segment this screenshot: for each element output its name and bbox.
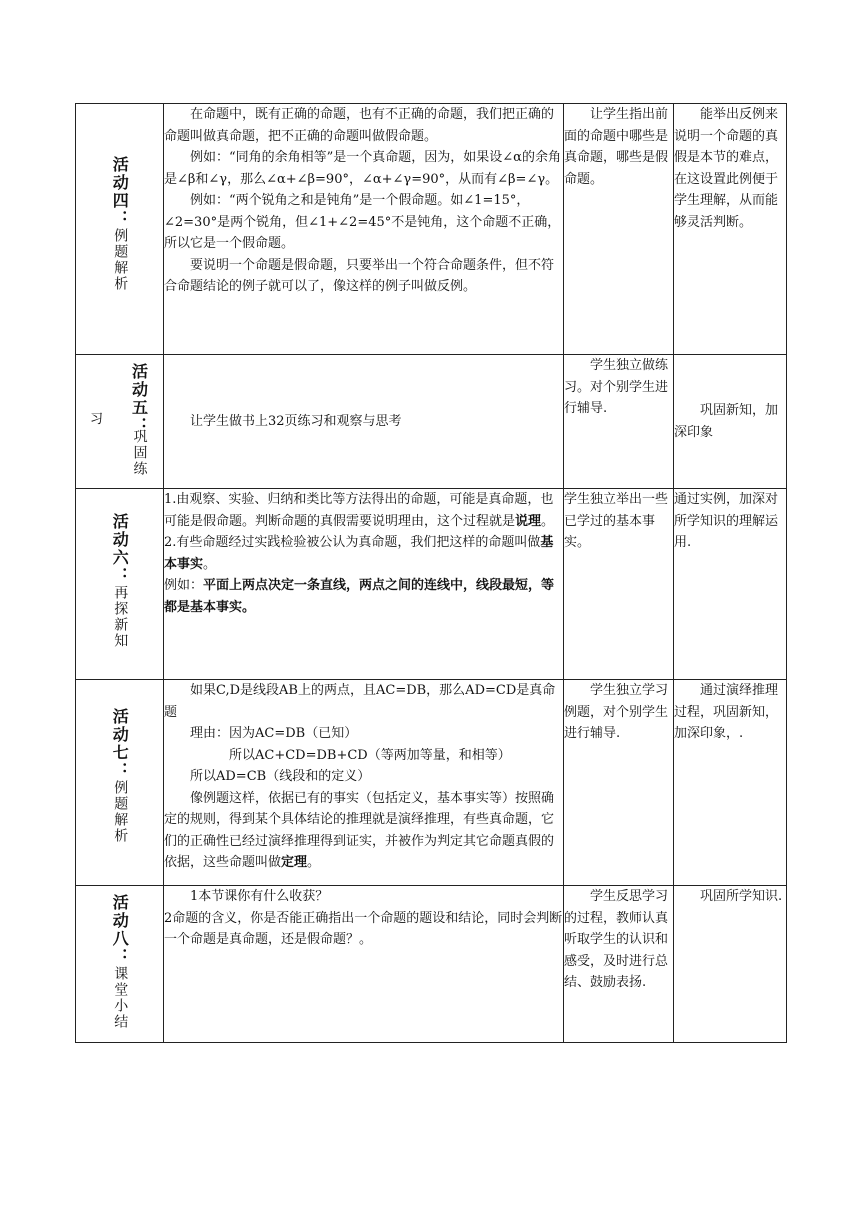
content-paragraph: 2命题的含义，你是否能正确指出一个命题的题设和结论，同时会判断一个命题是真命题，还是假命题？。 [164, 910, 563, 947]
content-paragraph: 1本节课你有什么收获？ [190, 889, 329, 904]
activity-subtitle: 课堂小结 [112, 966, 129, 1030]
design-intent-text: 通过实例，加深对所学知识的理解运用. [674, 492, 779, 550]
design-intent-cell [674, 886, 787, 1043]
activity-label: 活动四： [110, 156, 130, 228]
activity-label: 活动七： [110, 708, 130, 780]
design-intent-text: 巩固所学知识. [700, 889, 783, 904]
student-activity-cell [564, 680, 674, 886]
student-activity-cell [564, 489, 674, 680]
content-paragraph: 在命题中，既有正确的命题，也有不正确的命题，我们把正确的命题叫做真命题，把不正确的命题叫做假命题。 [164, 107, 555, 144]
student-activity-cell [564, 355, 674, 489]
content-paragraph: 所以AC+CD=DB+CD（等两加等量，和相等） [229, 747, 511, 763]
activity-cell [76, 886, 164, 1043]
table-row [76, 355, 787, 489]
design-intent-cell [674, 680, 787, 886]
content-cell [164, 886, 564, 1043]
activity-cell [76, 489, 164, 680]
table-row [76, 489, 787, 680]
activity-subtitle: 再探新知 [112, 585, 129, 649]
design-intent-cell [674, 104, 787, 355]
student-activity-text: 让学生指出前面的命题中哪些是真命题，哪些是假命题。 [564, 107, 669, 187]
student-activity-text: 学生独立举出一些已学过的基本事实。 [564, 492, 669, 550]
design-intent-cell [674, 489, 787, 680]
student-activity-text: 学生独立学习例题，对个别学生进行辅导. [564, 683, 669, 741]
content-paragraph: 要说明一个命题是假命题，只要举出一个符合命题条件，但不符合命题结论的例子就可以了，像这样的例子叫做反例。 [164, 257, 555, 294]
key-term: 定理 [281, 855, 308, 870]
content-paragraph: 1.由观察、实验、归纳和类比等方法得出的命题，可能是真命题，也可能是假命题。判断命题的真假需要说明理由，这个过程就是说理。 [164, 492, 555, 529]
content-cell [164, 489, 564, 680]
content-paragraph: 理由：因为AC=DB（已知） [190, 726, 358, 741]
key-term: 基本事实 [164, 535, 554, 572]
activity-subtitle: 例题解析 [112, 780, 129, 844]
student-activity-cell [564, 104, 674, 355]
key-term: 平面上两点决定一条直线，两点之间的连线中，线段最短，等都是基本事实。 [164, 578, 555, 615]
key-term: 说理 [515, 513, 542, 529]
design-intent-text: 通过演绎推理过程，巩固新知，加深印象，. [674, 683, 779, 741]
activity-cell [76, 104, 164, 355]
table-row [76, 104, 787, 355]
activity-label: 活动八： [110, 894, 130, 966]
activity-subtitle: 巩固练 [131, 429, 148, 477]
content-paragraph: 像例题这样，依据已有的事实（包括定义，基本事实等）按照确定的规则，得到某个具体结论的推理就是演绎推理，有些真命题，它们的正确性已经过演绎推理得到证实，并被作为判定其它命题真假的依据，这些命题叫做定理。 [164, 790, 555, 870]
table-row [76, 886, 787, 1043]
student-activity-text: 学生反思学习的过程，教师认真听取学生的认识和感受，及时进行总结、鼓励表扬. [564, 889, 669, 990]
lesson-plan-table [75, 103, 787, 1043]
content-paragraph: 例如：平面上两点决定一条直线，两点之间的连线中，线段最短，等都是基本事实。 [164, 578, 555, 615]
activity-cell [76, 680, 164, 886]
design-intent-cell [674, 355, 787, 489]
student-activity-text: 学生独立做练习。对个别学生进行辅导. [564, 358, 669, 416]
design-intent-text: 能举出反例来说明一个命题的真假是本节的难点，在这设置此例便于学生理解，从而能够灵活判断。 [674, 107, 779, 230]
design-intent-text: 巩固新知，加深印象 [674, 403, 779, 440]
content-paragraph: 2.有些命题经过实践检验被公认为真命题，我们把这样的命题叫做基本事实。 [164, 535, 554, 572]
content-cell [164, 355, 564, 489]
content-cell [164, 680, 564, 886]
content-cell [164, 104, 564, 355]
activity-label: 活动五： [129, 363, 149, 435]
content-paragraph: 例如：“两个锐角之和是钝角”是一个假命题。如∠1=15°，∠2=30°是两个锐角，但∠1+∠2=45°不是钝角，这个命题不正确，所以它是一个假命题。 [164, 193, 561, 251]
content-paragraph: 如果C,D是线段AB上的两点，且AC=DB，那么AD=CD是真命题 [164, 683, 556, 720]
activity-subtitle: 例题解析 [112, 228, 129, 292]
activity-cell [76, 355, 164, 489]
content-paragraph: 例如：“同角的余角相等”是一个真命题，因为，如果设∠α的余角是∠β和∠γ，那么∠α+∠β=90°，∠α+∠γ=90°，从而有∠β=∠γ。 [164, 150, 561, 187]
content-paragraph: 所以AD=CB（线段和的定义） [190, 769, 371, 784]
table-row [76, 680, 787, 886]
activity-label: 活动六： [110, 513, 130, 585]
content-paragraph: 让学生做书上32页练习和观察与思考 [190, 413, 402, 429]
activity-subtitle-tail: 习 [90, 412, 104, 427]
student-activity-cell [564, 886, 674, 1043]
